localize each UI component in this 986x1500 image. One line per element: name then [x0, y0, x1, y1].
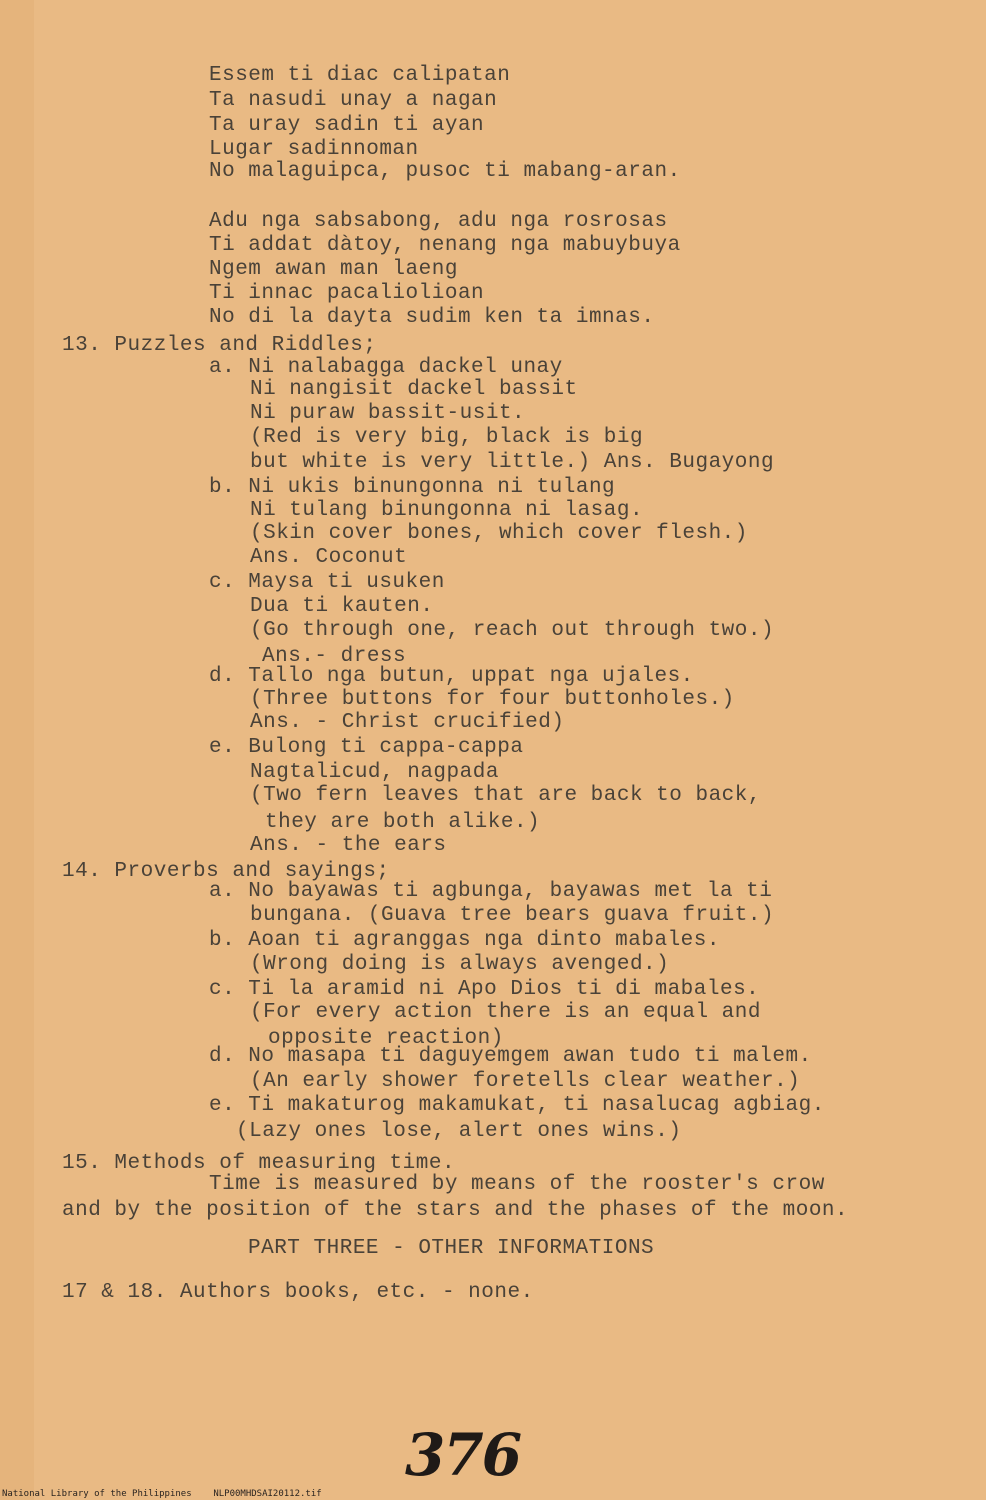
riddle-line: Dua ti kauten. — [250, 595, 434, 618]
riddle-translation: (Red is very big, black is big — [250, 426, 644, 449]
poem-line: Ta nasudi unay a nagan — [209, 89, 498, 112]
riddle-line: Ni nangisit dackel bassit — [250, 378, 578, 401]
proverb-line: b. Aoan ti agranggas nga dinto mabales. — [209, 929, 720, 952]
riddle-translation: (Three buttons for four buttonholes.) — [250, 688, 735, 711]
poem-line: Adu nga sabsabong, adu nga rosrosas — [209, 210, 668, 233]
riddle-line: Nagtalicud, nagpada — [250, 761, 499, 784]
poem-line: Lugar sadinnoman — [209, 138, 419, 161]
riddle-line: Ni puraw bassit-usit. — [250, 402, 526, 425]
proverb-translation: opposite reaction) — [268, 1027, 504, 1050]
riddle-line: d. Tallo nga butun, uppat nga ujales. — [209, 665, 694, 688]
section-heading: 13. Puzzles and Riddles; — [62, 334, 377, 357]
riddle-translation: (Go through one, reach out through two.) — [250, 619, 775, 642]
poem-line: Essem ti diac calipatan — [209, 64, 511, 87]
riddle-line: e. Bulong ti cappa-cappa — [209, 736, 524, 759]
paragraph-line: and by the position of the stars and the phases of the moon. — [62, 1199, 849, 1222]
poem-line: Ngem awan man laeng — [209, 258, 458, 281]
riddle-translation: (Two fern leaves that are back to back, — [250, 784, 761, 807]
riddle-line: Ni tulang binungonna ni lasag. — [250, 499, 644, 522]
page-number: 376 — [405, 1421, 521, 1489]
poem-line: No di la dayta sudim ken ta imnas. — [209, 306, 655, 329]
riddle-line: a. Ni nalabagga dackel unay — [209, 356, 563, 379]
riddle-answer: Ans. - Christ crucified) — [250, 711, 565, 734]
section-heading: 14. Proverbs and sayings; — [62, 860, 390, 883]
riddle-line: b. Ni ukis binungonna ni tulang — [209, 476, 616, 499]
poem-line: Ti addat dàtoy, nenang nga mabuybuya — [209, 234, 681, 257]
poem-line: Ti innac pacaliolioan — [209, 282, 485, 305]
riddle-translation: but white is very little.) Ans. Bugayong — [250, 451, 775, 474]
proverb-line: e. Ti makaturog makamukat, ti nasalucag agbiag. — [209, 1094, 825, 1117]
riddle-answer: Ans.- dress — [262, 645, 407, 668]
paragraph-line: Time is measured by means of the rooster's crow — [209, 1173, 825, 1196]
section-heading: 17 & 18. Authors books, etc. - none. — [62, 1281, 534, 1304]
proverb-translation: (For every action there is an equal and — [250, 1001, 761, 1024]
riddle-translation: they are both alike.) — [265, 811, 541, 834]
proverb-translation: (Lazy ones lose, alert ones wins.) — [236, 1120, 682, 1143]
proverb-line: d. No masapa ti daguyemgem awan tudo ti malem. — [209, 1045, 812, 1068]
scan-footer: National Library of the Philippines NLP00MHDSAI20112.tif — [2, 1489, 322, 1499]
riddle-translation: (Skin cover bones, which cover flesh.) — [250, 522, 748, 545]
section-heading: 15. Methods of measuring time. — [62, 1152, 456, 1175]
poem-line: No malaguipca, pusoc ti mabang-aran. — [209, 160, 681, 183]
part-heading: PART THREE - OTHER INFORMATIONS — [248, 1237, 655, 1260]
proverb-line: bungana. (Guava tree bears guava fruit.) — [250, 904, 775, 927]
proverb-line: a. No bayawas ti agbunga, bayawas met la ti — [209, 880, 773, 903]
riddle-answer: Ans. - the ears — [250, 834, 447, 857]
riddle-answer: Ans. Coconut — [250, 546, 408, 569]
proverb-translation: (An early shower foretells clear weather.) — [250, 1070, 801, 1093]
proverb-translation: (Wrong doing is always avenged.) — [250, 953, 670, 976]
poem-line: Ta uray sadin ti ayan — [209, 114, 485, 137]
page-edge — [0, 0, 34, 1500]
proverb-line: c. Ti la aramid ni Apo Dios ti di mabales. — [209, 978, 760, 1001]
riddle-line: c. Maysa ti usuken — [209, 571, 445, 594]
